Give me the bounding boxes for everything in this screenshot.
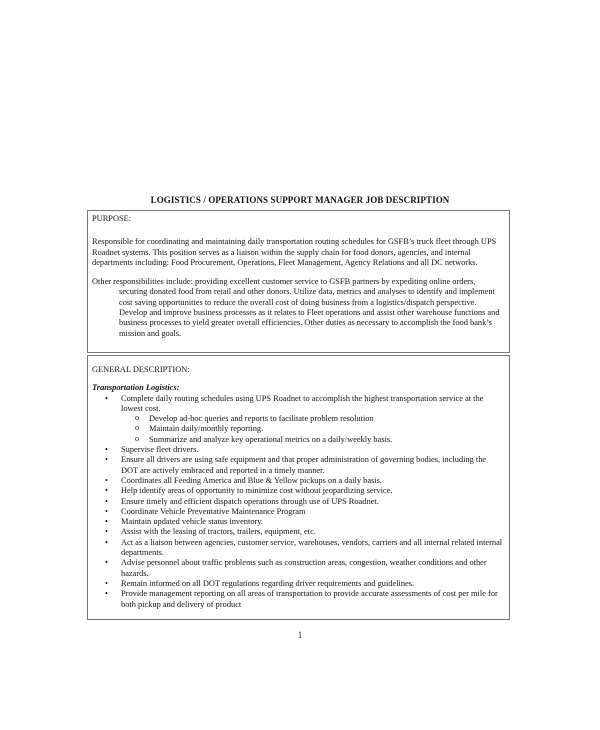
transportation-logistics-heading: Transportation Logistics: [92, 383, 180, 393]
general-description-label: GENERAL DESCRIPTION: [92, 365, 190, 374]
list-item: • Assist with the leasing of tractors, trailers, equipment, etc. [92, 527, 505, 537]
list-item: • Coordinates all Feeding America and Blue & Yellow pickups on a daily basis. [92, 476, 505, 486]
list-item: • Ensure timely and efficient dispatch operations through use of UPS Roadnet. [92, 497, 505, 507]
general-description-section [87, 355, 510, 620]
list-item: • Remain informed on all DOT regulations regarding driver requirements and guidelines. [92, 579, 505, 589]
sub-list-item: o Develop ad-hoc queries and reports to facilitate problem resolution [92, 414, 505, 424]
purpose-label: PURPOSE: [92, 214, 132, 223]
list-item [92, 394, 505, 445]
list-item: • Coordinate Vehicle Preventative Maintenance Program [92, 507, 505, 517]
purpose-paragraph-1: Responsible for coordinating and maintaining daily transportation routing schedules for GSFB’s truck fleet through UPS Roadnet systems. This position serves as a liaison within the supply chain for food donors, agencies, and internal departments including: Food Procurement, Operations, Fleet Management, Agency Relations and all DC networks. [92, 237, 497, 267]
sub-list-item: o Summarize and analyze key operational metrics on a daily/weekly basis. [92, 435, 505, 445]
duties-list [92, 394, 505, 610]
purpose-paragraph-2: Other responsibilities include: providing excellent customer service to GSFB partners by expediting online orders, securing donated food from retail and other donors. Utilize data, metrics and analyses to identify and implement cost saving opportunities to reduce the overall cost of doing business from a logistics/dispatch perspective. Develop and improve business processes as it relates to Fleet operations and assist other warehouse functions and business processes to yield greater overall efficiencies. Other duties as necessary to accomplish the food bank’s mission and goals. [92, 277, 500, 338]
sub-list-item: o Maintain daily/monthly reporting. [92, 424, 505, 434]
list-item: • Advise personnel about traffic problems such as construction areas, congestion, weather conditions and other hazards. [92, 558, 505, 579]
purpose-section [87, 210, 510, 353]
list-item: • Ensure all drivers are using safe equipment and that proper administration of governing bodies, including the DOT are actively embraced and reported in a timely manner. [92, 455, 505, 476]
list-item: • Provide management reporting on all areas of transportation to provide accurate assessments of cost per mile for both pickup and delivery of product [92, 589, 505, 610]
document-title: LOGISTICS / OPERATIONS SUPPORT MANAGER JOB DESCRIPTION [150, 195, 450, 205]
page-number: 1 [297, 630, 303, 640]
list-item-text: Complete daily routing schedules using UPS Roadnet to accomplish the highest transportation service at the lowest cost. [121, 393, 484, 413]
list-item: • Act as a liaison between agencies, customer service, warehouses, vendors, carriers and all internal related internal departments. [92, 538, 505, 559]
list-item: • Help identify areas of opportunity to minimize cost without jeopardizing service. [92, 486, 505, 496]
list-item: • Maintain updated vehicle status inventory. [92, 517, 505, 527]
list-item: • Supervise fleet drivers. [92, 445, 505, 455]
sub-duties-list [92, 414, 505, 445]
